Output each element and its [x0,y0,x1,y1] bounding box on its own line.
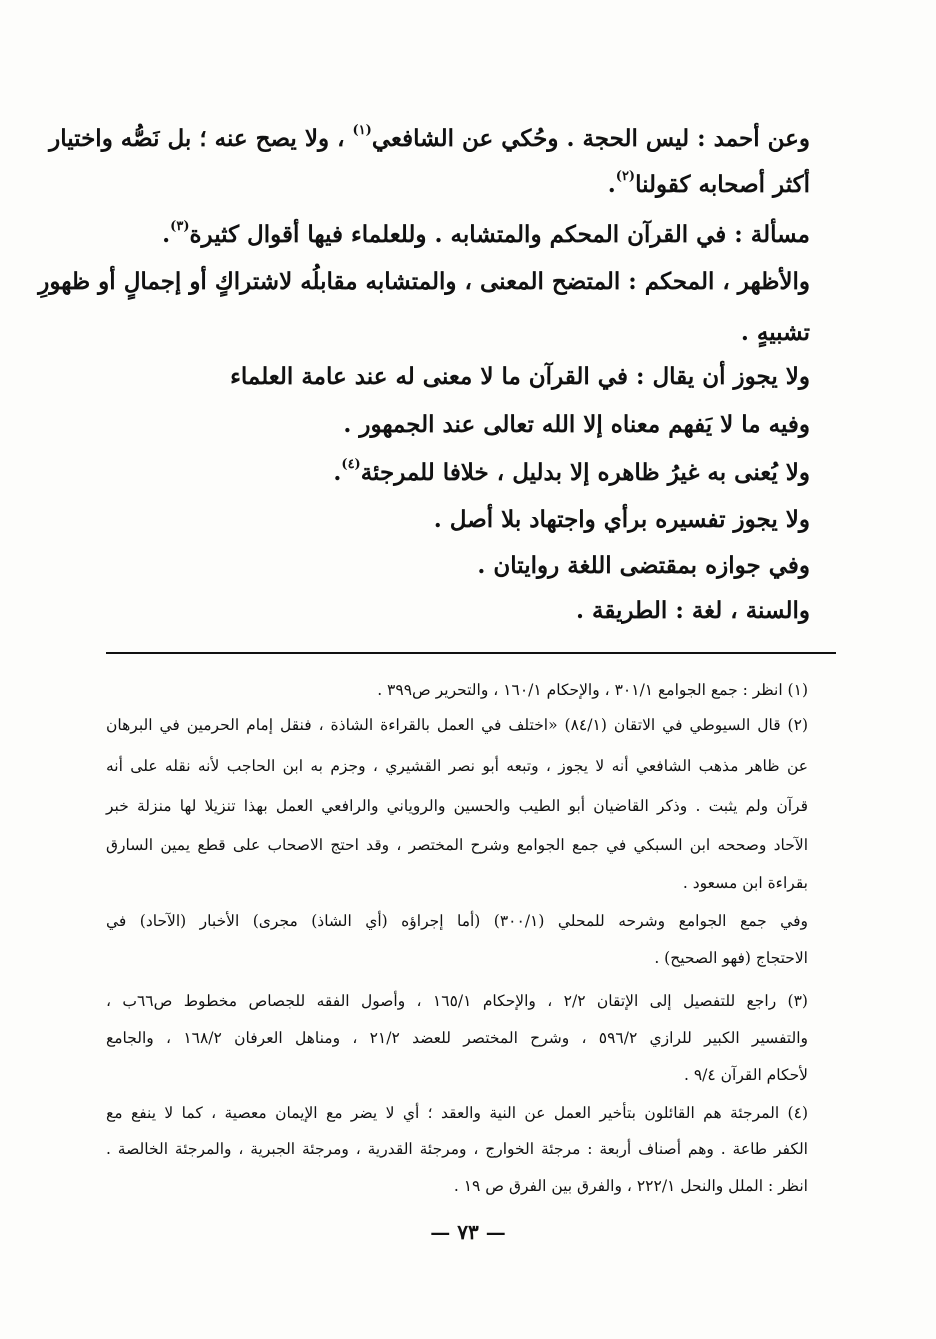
main-text-line: وفي جوازه بمقتضى اللغة روايتان . [477,552,810,579]
footnote-line: (٣) راجع للتفصيل إلى الإتقان ٢/٢ ، والإحكام ١٦٥/١ ، وأصول الفقه للجصاص مخطوط ص٦٦ب ، [106,992,808,1010]
footnote-line: عن ظاهر مذهب الشافعي أنه لا يجوز ، وتبعه أبو نصر القشيري ، وجزم به ابن الحاجب لأنه نقله على أنه [106,757,808,775]
footnote-line: (١) انظر : جمع الجوامع ٣٠١/١ ، والإحكام ١٦٠/١ ، والتحرير ص٣٩٩ . [377,681,808,699]
footnote-separator [106,652,836,654]
footnote-line: الاحتجاج (فهو الصحيح) . [654,949,808,967]
main-text-line: ولا يجوز تفسيره برأي واجتهاد بلا أصل . [433,506,810,533]
main-text-line: تشبيهٍ . [740,319,810,346]
main-text-line: وفيه ما لا يَفهم معناه إلا الله تعالى عند الجمهور . [343,411,810,438]
footnote-line: (٢) قال السيوطي في الاتقان (٨٤/١) «اختلف في العمل بالقراءة الشاذة ، فنقل إمام الحرمين في البرهان [106,716,808,734]
footnote-line: بقراءة ابن مسعود . [682,874,808,892]
footnote-line: قرآن ولم يثبت . وذكر القاضيان أبو الطيب والحسين والروياني والرافعي العمل بهذا تنزيلا لها منزلة خبر [106,797,808,815]
footnote-line: الآحاد وصححه ابن السبكي في جمع الجوامع وشرح المختصر ، وقد احتج الاصحاب على قطع يمين السارق [106,836,808,854]
main-text-line: مسألة : في القرآن المحكم والمتشابه . وللعلماء فيها أقوال كثيرة$^{(٣)}$. [162,219,810,248]
footnote-line: انظر : الملل والنحل ٢٢٢/١ ، والفرق بين الفرق ص ١٩ . [453,1177,808,1195]
main-text-line: والسنة ، لغة : الطريقة . [575,597,810,624]
footnote-line: وفي جمع الجوامع وشرحه للمحلي (٣٠٠/١) (أما إجراؤه (أي الشاذ) مجرى) الأخبار (الآحاد) في [106,912,808,930]
footnote-ref: (٤) [341,457,361,472]
footnote-line: الكفر طاعة . وهم أصناف أربعة : مرجئة الخوارج ، ومرجئة القدرية ، ومرجئة الجبرية ، والمرجئة الخالصة . [106,1140,808,1158]
footnote-ref: (١) [352,123,372,138]
main-text-line: ولا يُعنى به غيرُ ظاهره إلا بدليل ، خلافا للمرجئة$^{(٤)}$. [333,457,810,486]
main-text-line: والأظهر ، المحكم : المتضح المعنى ، والمتشابه مقابلُه لاشتراكٍ أو إجمالٍ أو ظهورِ [38,268,810,295]
page-number: — ٧٣ — [430,1220,506,1244]
main-text-line: ولا يجوز أن يقال : في القرآن ما لا معنى له عند عامة العلماء [230,363,810,390]
footnote-line: لأحكام القرآن ٩/٤ . [683,1066,808,1084]
footnote-ref: (٢) [615,169,636,184]
footnote-line: (٤) المرجئة هم القائلون بتأخير العمل عن النية والعقد ؛ أي لا يضر مع الإيمان معصية ، كما لا ينفع مع [106,1104,808,1122]
footnote-line: والتفسير الكبير للرازي ٥٩٦/٢ ، وشرح المختصر للعضد ٢١/٢ ، ومناهل العرفان ١٦٨/٢ ، والجامع [106,1029,808,1047]
main-text-line: وعن أحمد : ليس الحجة . وحُكي عن الشافعي$^{(١)}$ ، ولا يصح عنه ؛ بل نَصُّه واختيار [49,123,810,152]
main-text-line: أكثر أصحابه كقولنا$^{(٢)}$. [607,169,810,198]
footnote-ref: (٣) [170,219,190,234]
